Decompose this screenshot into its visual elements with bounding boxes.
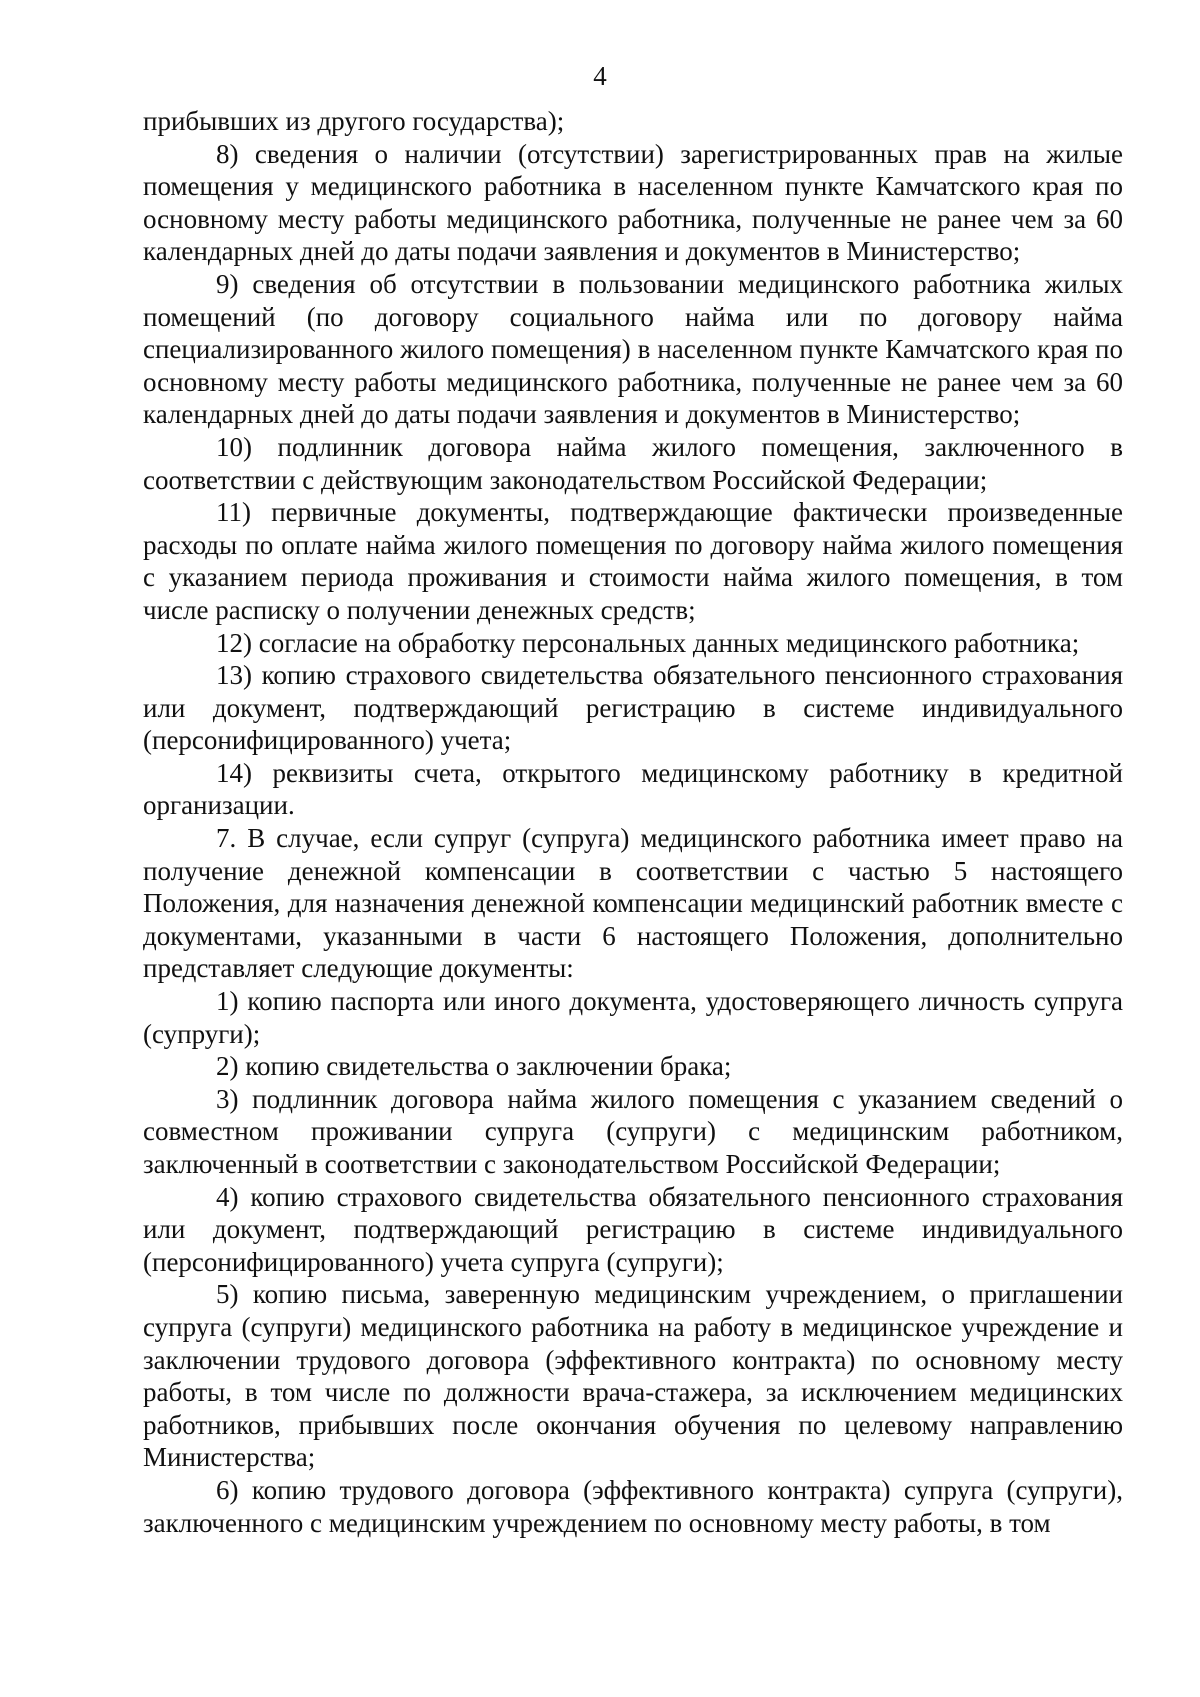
list-item-9: 9) сведения об отсутствии в пользовании медицинского работника жилых помещений (по договору социального найма или по договору найма специализированного жилого помещения) в населенном пункте Камчатского края по основному месту работы медицинского работника, полученные не ранее чем за 60 календарных дней до даты подачи заявления и документов в Министерство; bbox=[143, 268, 1123, 430]
paragraph-continuation: прибывших из другого государства); bbox=[143, 106, 565, 136]
spouse-list-item-1: 1) копию паспорта или иного документа, удостоверяющего личность супруга (супруги); bbox=[143, 986, 1123, 1049]
list-item-11: 11) первичные документы, подтверждающие фактически произведенные расходы по оплате найма жилого помещения по договору найма жилого помещения с указанием периода проживания и стоимости найма жилого помещения, в том числе расписку о получении денежных средств; bbox=[143, 497, 1123, 625]
spouse-list-item-3: 3) подлинник договора найма жилого помещения с указанием сведений о совместном проживании супруга (супруги) с медицинским работником, заключенный в соответствии с законодательством Российской Федерации; bbox=[143, 1083, 1123, 1179]
list-item-12: 12) согласие на обработку персональных данных медицинского работника; bbox=[216, 627, 1080, 658]
spouse-list-item-5: 5) копию письма, заверенную медицинским учреждением, о приглашении супруга (супруги) медицинского работника на работу в медицинское учреждение и заключении трудового договора (эффективного контракта) по основному месту работы, в том числе по должности врача-стажера, за исключением медицинских работников, прибывших после окончания обучения по целевому направлению Министерства; bbox=[143, 1279, 1123, 1473]
spouse-list-item-6: 6) копию трудового договора (эффективного контракта) супруга (супруги), заключенного с медицинским учреждением по основному месту работы, в том bbox=[143, 1474, 1123, 1538]
spouse-list-item-4: 4) копию страхового свидетельства обязательного пенсионного страхования или документ, подтверждающий регистрацию в системе индивидуального (персонифицированного) учета супруга (супруги); bbox=[143, 1181, 1123, 1277]
spouse-list-item-2: 2) копию свидетельства о заключении брака; bbox=[216, 1051, 732, 1082]
list-item-13: 13) копию страхового свидетельства обязательного пенсионного страхования или документ, подтверждающий регистрацию в системе индивидуального (персонифицированного) учета; bbox=[143, 660, 1123, 756]
list-item-10: 10) подлинник договора найма жилого помещения, заключенного в соответствии с действующим законодательством Российской Федерации; bbox=[143, 431, 1123, 495]
list-item-14: 14) реквизиты счета, открытого медицинскому работнику в кредитной организации. bbox=[143, 757, 1123, 821]
list-item-8: 8) сведения о наличии (отсутствии) зарегистрированных прав на жилые помещения у медицинского работника в населенном пункте Камчатского края по основному месту работы медицинского работника, полученные не ранее чем за 60 календарных дней до даты подачи заявления и документов в Министерство; bbox=[143, 138, 1123, 267]
section-7-paragraph: 7. В случае, если супруг (супруга) медицинского работника имеет право на получение денежной компенсации в соответствии с частью 5 настоящего Положения, для назначения денежной компенсации медицинский работник вместе с документами, указанными в части 6 настоящего Положения, дополнительно представляет следующие документы: bbox=[143, 823, 1123, 984]
document-body bbox=[143, 105, 1123, 1539]
page-number: 4 bbox=[593, 61, 607, 91]
